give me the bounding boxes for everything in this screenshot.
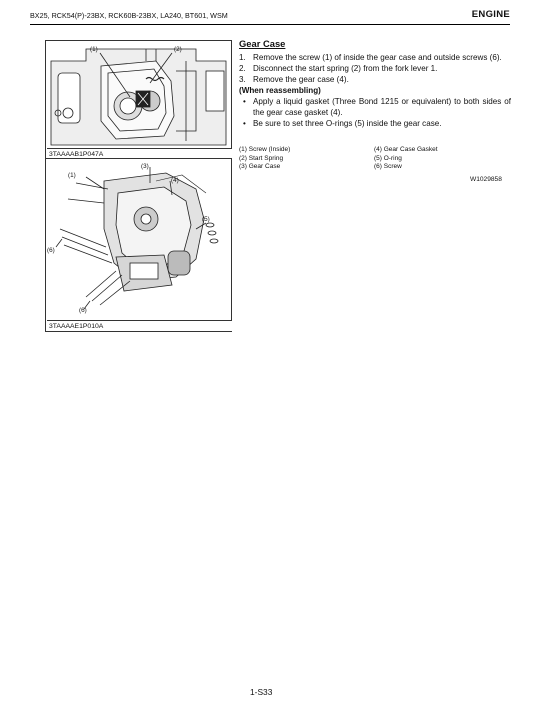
model-list: BX25, RCK54(P)-23BX, RCK60B-23BX, LA240, BT601, WSM	[30, 11, 228, 20]
figure-gear-case-exploded	[45, 158, 232, 332]
figure-gear-case-inside	[45, 40, 232, 160]
callout-4: (4)	[171, 177, 179, 184]
bullet-item: • Apply a liquid gasket (Three Bond 1215 or equivalent) to both sides of the gear case gasket (4).	[243, 97, 511, 117]
figure-code: 3TAAAAB1P047A	[47, 148, 232, 159]
legend-row: (1) Screw (Inside) (4) Gear Case Gasket	[239, 146, 438, 153]
gear-case-exploded-illustration	[46, 159, 231, 319]
parts-legend	[239, 146, 511, 172]
step-item: 3. Remove the gear case (4).	[239, 75, 349, 84]
bullet-item: • Be sure to set three O-rings (5) inside the gear case.	[243, 119, 442, 128]
step-item: 2. Disconnect the start spring (2) from the fork lever 1.	[239, 64, 438, 73]
callout-1: (1)	[90, 46, 98, 53]
legend-row: (2) Start Spring (5) O-ring	[239, 154, 402, 162]
gear-case-inside-illustration	[46, 41, 231, 147]
procedure-title: Gear Case	[239, 38, 286, 49]
callout-2: (2)	[174, 46, 182, 53]
callout-3: (3)	[141, 163, 149, 170]
reassembly-heading: (When reassembling)	[239, 86, 321, 95]
step-item: 1. Remove the screw (1) of inside the gear case and outside screws (6).	[239, 53, 502, 62]
callout-1: (1)	[68, 172, 76, 179]
callout-6-left: (6)	[47, 247, 55, 254]
callout-6-bottom: (6)	[79, 307, 87, 314]
legend-row: (3) Gear Case (6) Screw	[239, 163, 402, 171]
page-number: 1-S33	[250, 687, 273, 697]
header-rule	[30, 24, 510, 25]
procedure-text	[239, 38, 511, 129]
section-title: ENGINE	[471, 9, 510, 20]
callout-5: (5)	[202, 216, 210, 223]
reference-code: W1029858	[470, 176, 502, 183]
page-header	[30, 11, 510, 25]
figure-code: 3TAAAAE1P010A	[47, 320, 232, 331]
